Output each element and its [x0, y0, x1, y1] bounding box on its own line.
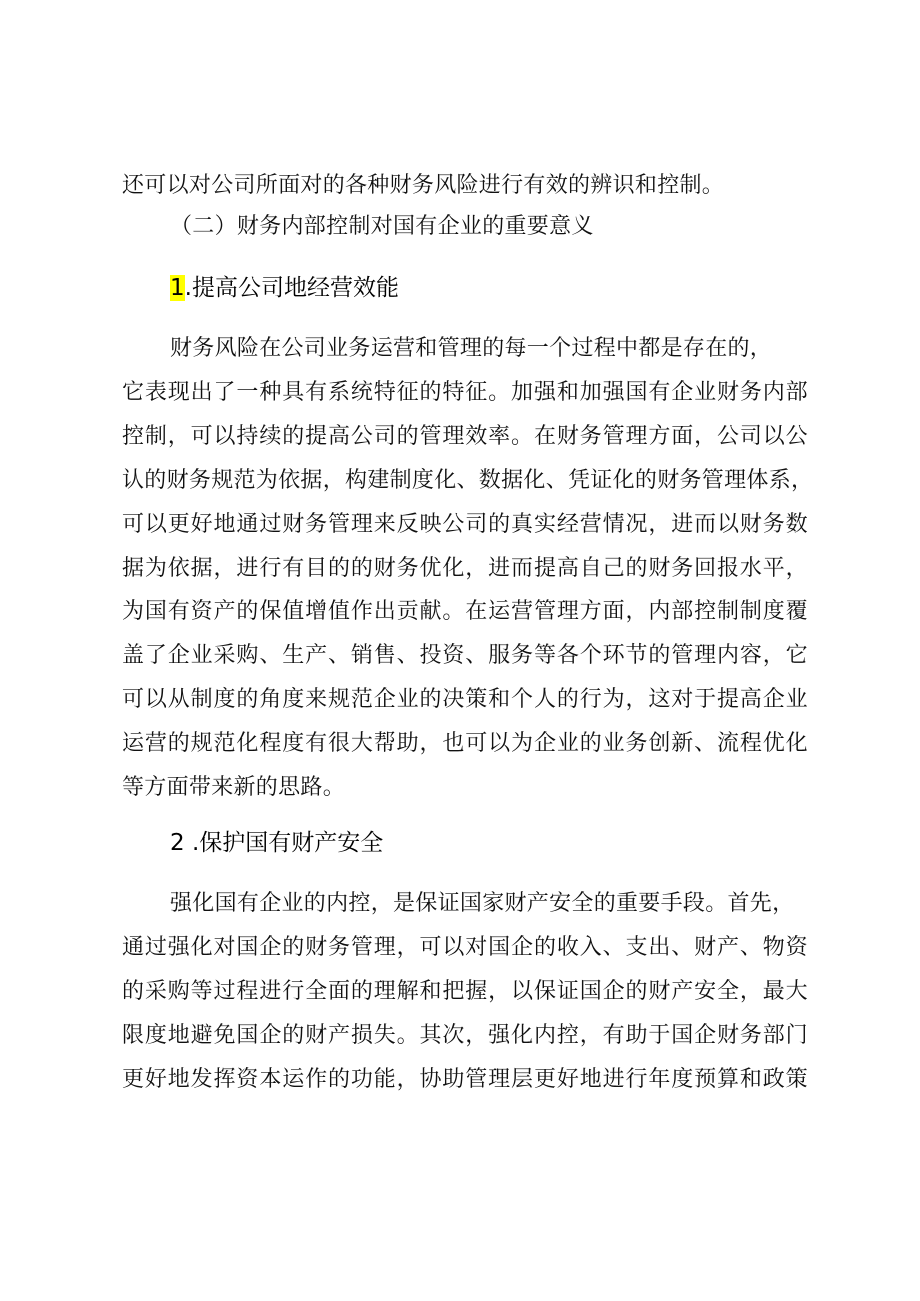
paragraph1-line: 运营的规范化程度有很大帮助，也可以为企业的业务创新、流程优化 [122, 731, 808, 756]
intro-line: 还可以对公司所面对的各种财务风险进行有效的辨识和控制。 [122, 173, 725, 198]
heading1-number-highlight: 1 [170, 275, 185, 301]
heading-protect-assets: 2 .保护国有财产安全 [170, 830, 384, 856]
paragraph1-line: 它表现出了一种具有系统特征的特征。加强和加强国有企业财务内部 [122, 380, 808, 405]
paragraph1-line: 可以从制度的角度来规范企业的决策和个人的行为，这对于提高企业 [122, 687, 808, 712]
paragraph1-line: 财务风险在公司业务运营和管理的每一个过程中都是存在的， [170, 336, 773, 361]
paragraph1-line: 等方面带来新的思路。 [122, 775, 346, 800]
paragraph1-line: 盖了企业采购、生产、销售、投资、服务等各个环节的管理内容，它 [122, 643, 808, 668]
paragraph1-line: 据为依据，进行有目的的财务优化，进而提高自己的财务回报水平， [122, 556, 808, 581]
section-title: （二）财务内部控制对国有企业的重要意义 [170, 214, 594, 239]
paragraph2-line: 限度地避免国企的财产损失。其次，强化内控，有助于国企财务部门 [122, 1023, 808, 1048]
paragraph2-line: 的采购等过程进行全面的理解和把握，以保证国企的财产安全，最大 [122, 979, 808, 1004]
heading-improve-efficiency [170, 273, 399, 303]
paragraph2-line: 强化国有企业的内控，是保证国家财产安全的重要手段。首先， [170, 891, 795, 916]
paragraph1-line: 认的财务规范为依据，构建制度化、数据化、凭证化的财务管理体系， [122, 468, 814, 493]
paragraph1-line: 可以更好地通过财务管理来反映公司的真实经营情况，进而以财务数 [122, 512, 808, 537]
paragraph2-line: 通过强化对国企的财务管理，可以对国企的收入、支出、财产、物资 [122, 935, 808, 960]
paragraph1-line: 为国有资产的保值增值作出贡献。在运营管理方面，内部控制制度覆 [122, 599, 808, 624]
heading1-text: .提高公司地经营效能 [184, 275, 399, 301]
paragraph2-line: 更好地发挥资本运作的功能，协助管理层更好地进行年度预算和政策 [122, 1067, 808, 1092]
paragraph1-line: 控制，可以持续的提高公司的管理效率。在财务管理方面，公司以公 [122, 424, 808, 449]
